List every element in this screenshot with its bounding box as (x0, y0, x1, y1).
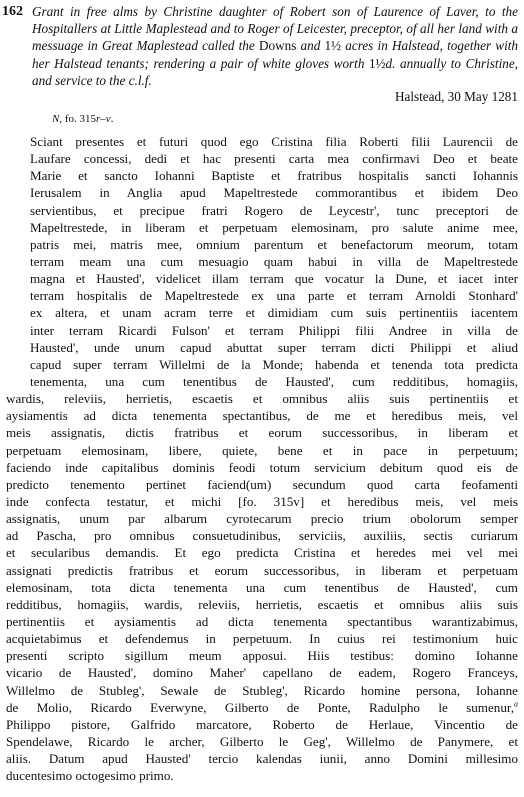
footnote-marker: a (514, 699, 518, 709)
text-line (6, 544, 518, 561)
text-line (6, 424, 518, 441)
text-line (6, 150, 518, 167)
summary-part: c.l.f. (128, 72, 152, 88)
text-line-content: tenementa, una cum tenentibus de Hausted', cum redditibus, homagiis, (30, 373, 518, 389)
text-line (6, 270, 518, 287)
text-line-content: de Molio, Ricardo Everwyne, Gilberto de Ponte, Radulpho le sumenur, (6, 699, 514, 715)
text-line-content: inde confecta testatur, et michi [fo. 315v] et heredibus meis, vel meis (6, 493, 518, 509)
text-line (6, 647, 518, 664)
text-line (6, 733, 518, 750)
text-line-content: perpetuam elemosinam, libere, quiete, bene et in pace in perpetuum; (6, 442, 518, 458)
text-line (6, 716, 518, 733)
text-line (6, 167, 518, 184)
source-ref-suffix: , fo. 315 (59, 113, 97, 125)
text-line (6, 304, 518, 321)
entry-summary (32, 3, 518, 89)
source-reference (52, 112, 113, 126)
text-line-content: servientibus, et precipue fratri Rogero de Leycestr', tunc preceptori de (30, 202, 518, 218)
latin-text (6, 133, 518, 784)
text-line (6, 373, 518, 390)
text-line (6, 390, 518, 407)
text-line-content: acquietabimus et defendemus in perpetuum. In cuius rei testimonium huic (6, 631, 518, 647)
text-line (6, 442, 518, 459)
text-line-content: inter terram Ricardi Fulson' et terram Philippi filii Andree in villa de (30, 322, 518, 338)
text-line-content: patris mei, matris mee, omnium parentum et benefactorum meorum, totam (30, 236, 518, 252)
text-line (6, 510, 518, 527)
text-line-content: faciendo inde capitalibus dominis feodi totum servicium debitum quod eis de (6, 459, 518, 475)
source-ref-end: . (110, 113, 114, 125)
text-line (6, 202, 518, 219)
text-line (6, 476, 518, 493)
text-line (6, 613, 518, 630)
text-line (6, 339, 518, 356)
source-ref-prefix: N (52, 113, 60, 125)
text-line-content: Sciant presentes et futuri quod ego Cristina filia Roberti filii Laurencii de (30, 134, 518, 149)
text-line-content: magna et Hausted', videlicet illam terram que vocatur la Dune, et iacet inter (30, 271, 518, 287)
entry-number: 162 (2, 4, 23, 19)
text-line-content: wardis, releviis, herrietis, escaetis et omnibus aliis suis pertinentiis et (6, 391, 518, 407)
text-line-content: redditibus, homagiis, wardis, releviis, herrietis, escaetis et omnibus aliis suis (6, 596, 518, 612)
text-line (6, 664, 518, 681)
text-line-content: Philippo pistore, Galfrido marcatore, Roberto de Herlaue, Vincentio de (6, 716, 518, 732)
text-line-content: elemosinam, tota dicta tenementa una cum tenentibus de Hausted', cum (6, 579, 518, 595)
text-line (6, 682, 518, 699)
text-line (6, 219, 518, 236)
text-line (6, 630, 518, 647)
text-line-content: terram hospitalis de Mapeltrestede ex una parte et terram Arnoldi Stonhard' (30, 288, 518, 304)
place-date: Halstead, 30 May 1281 (394, 89, 518, 104)
text-line-content: pertinentiis et aysiamentis ad dicta tenementa spectantibus warantizabimus, (6, 613, 518, 629)
text-line-content: assignati predictis fratribus et eorum successoribus, in liberam et perpetuam (6, 562, 518, 578)
text-line-content: ex altera, et unam acram terre et dimidiam cum suis pertinentiis iacentem (30, 305, 518, 321)
source-ref-folio: r–v (96, 113, 111, 125)
text-line-content: Marie et sancto Iohanni Baptiste et fratribus hospitalis sancti Iohannis (30, 168, 518, 184)
text-line (6, 407, 518, 424)
text-line-content: capud super terram Willelmi de la Monde; habenda et tenenda tota predicta (30, 356, 518, 372)
text-line (6, 527, 518, 544)
summary-part: acres in Halstead, together with her Halstead tenants; rendering a pair of white gloves worth (32, 38, 519, 71)
text-line-content: Willelmo de Stubleg', Sewale de Stubleg', Ricardo homine persona, Iohanne (6, 682, 518, 698)
text-line-content: aliis. Datum apud Hausted' tercio kalendas iunii, anno Domini millesimo (6, 751, 518, 767)
text-line (6, 493, 518, 510)
summary-part: Downs (258, 38, 297, 54)
text-line-content: aysiamentis ad dicta tenementa spectantibus, de me et heredibus meis, vel (6, 408, 518, 424)
text-line-content: terram meam una cum mesuagio quam habui in villa de Mapeltrestede (30, 253, 518, 269)
text-line (6, 236, 518, 253)
text-line-content: Mapeltrestede, in liberam et perpetuam elemosinam, pro salute anime mee, (30, 219, 518, 235)
text-line (6, 459, 518, 476)
text-line (6, 767, 518, 784)
text-line (6, 322, 518, 339)
summary-part: 1½ (369, 55, 386, 71)
text-line (6, 579, 518, 596)
text-line-content: vicario de Hausted', domino Maher' capellano de eadem, Rogero Franceys, (6, 665, 518, 681)
text-line (6, 253, 518, 270)
text-line-content: presenti scripto sigillum meum apposui. Hiis testibus: domino Iohanne (6, 648, 518, 664)
text-line-content: Spendelawe, Ricardo le archer, Gilberto le Geg', Willelmo de Panymere, et (6, 733, 518, 749)
text-line-content: ad Pascha, pro omnibus consuetudinibus, serviciis, auxiliis, sectis curiarum (6, 528, 518, 544)
text-line (6, 699, 518, 716)
text-line (6, 750, 518, 767)
text-line-content: assignatis, unum par albarum cyrotecarum precio trium obolorum semper (6, 511, 518, 527)
summary-part: 1½ (324, 38, 342, 54)
text-line-content: Ierusalem in Anglia apud Mapeltrestede commorantibus et ibidem Deo (30, 185, 518, 201)
text-line-content: predicto tenemento pertinet faciend(um) secundum quod carta feofamenti (6, 476, 518, 492)
text-line (6, 287, 518, 304)
text-line-content: meis assignatis, dictis fratribus et eorum successoribus, in liberam et (6, 425, 518, 441)
text-line (6, 356, 518, 373)
text-line-content: Hausted', unde unum capud abuttat super terram dicti Philippi et aliud (30, 339, 518, 355)
text-line-content: et secularibus demandis. Et ego predicta Cristina et heredes mei vel mei (6, 545, 518, 561)
text-line (6, 184, 518, 201)
text-line (6, 133, 518, 150)
summary-part: Grant in free alms by Christine daughter of Robert son of Laurence of Laver, to the Hospitallers at Little Maplestead and to Roger of Leicester, preceptor, of all her land with a messuage in Great Maplestead called the (32, 4, 518, 54)
text-line (6, 596, 518, 613)
summary-part: and (296, 38, 325, 54)
text-line (6, 562, 518, 579)
text-line-content: Laufare concessi, dedi et hac presenti carta mea confirmavi Deo et beate (30, 151, 518, 167)
summary-part: d. annually to Christine, and service to the (32, 55, 519, 88)
text-line-content: ducentesimo octogesimo primo. (6, 768, 174, 784)
